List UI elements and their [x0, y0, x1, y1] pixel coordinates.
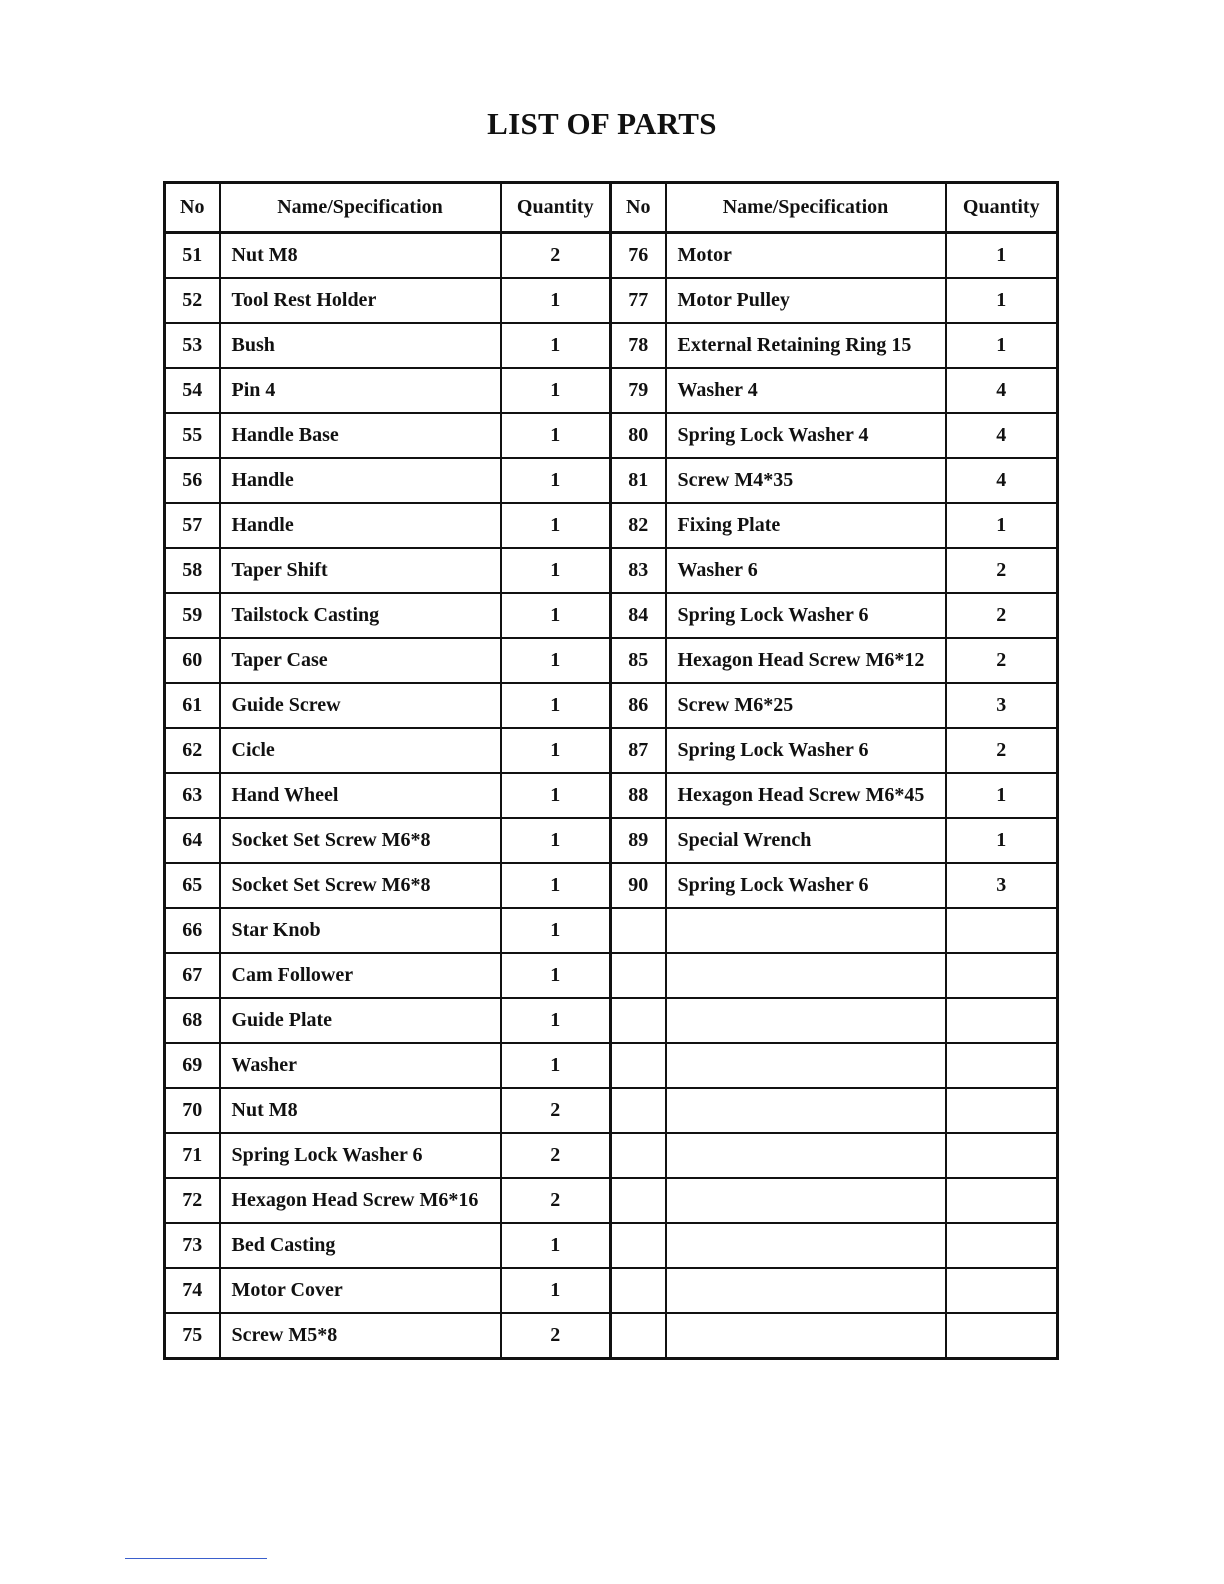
- part-quantity: [946, 1043, 1058, 1088]
- part-quantity: 1: [946, 818, 1058, 863]
- part-name: Motor Cover: [220, 1268, 501, 1313]
- part-quantity: [946, 998, 1058, 1043]
- part-name: Hand Wheel: [220, 773, 501, 818]
- part-quantity: 1: [946, 503, 1058, 548]
- part-quantity: 1: [501, 548, 611, 593]
- part-no: 76: [611, 233, 666, 279]
- part-no: 83: [611, 548, 666, 593]
- part-quantity: [946, 1133, 1058, 1178]
- part-name: Special Wrench: [666, 818, 946, 863]
- part-no: 74: [165, 1268, 220, 1313]
- table-row: [165, 233, 1058, 279]
- part-name: Spring Lock Washer 6: [666, 863, 946, 908]
- parts-table: [163, 181, 1059, 1360]
- part-name: [666, 1088, 946, 1133]
- part-name: Pin 4: [220, 368, 501, 413]
- part-quantity: 1: [501, 278, 611, 323]
- part-quantity: [946, 953, 1058, 998]
- table-row: [165, 1223, 1058, 1268]
- part-quantity: 2: [501, 1178, 611, 1223]
- part-name: [666, 1223, 946, 1268]
- part-name: Hexagon Head Screw M6*12: [666, 638, 946, 683]
- part-no: 64: [165, 818, 220, 863]
- part-quantity: [946, 908, 1058, 953]
- part-no: 71: [165, 1133, 220, 1178]
- part-no: 53: [165, 323, 220, 368]
- table-row: [165, 1178, 1058, 1223]
- part-name: Motor: [666, 233, 946, 279]
- table-row: [165, 548, 1058, 593]
- part-quantity: 1: [501, 773, 611, 818]
- part-name: Guide Plate: [220, 998, 501, 1043]
- part-quantity: 1: [501, 503, 611, 548]
- part-name: Screw M4*35: [666, 458, 946, 503]
- part-no: 67: [165, 953, 220, 998]
- part-no: 63: [165, 773, 220, 818]
- table-row: [165, 413, 1058, 458]
- part-name: [666, 1268, 946, 1313]
- part-quantity: 1: [501, 728, 611, 773]
- part-name: [666, 1313, 946, 1359]
- part-no: 69: [165, 1043, 220, 1088]
- part-no: 84: [611, 593, 666, 638]
- part-quantity: 4: [946, 413, 1058, 458]
- part-name: Spring Lock Washer 6: [666, 728, 946, 773]
- part-quantity: 1: [501, 863, 611, 908]
- part-quantity: 2: [501, 1133, 611, 1178]
- part-name: Taper Shift: [220, 548, 501, 593]
- part-no: 52: [165, 278, 220, 323]
- table-row: [165, 1088, 1058, 1133]
- part-name: Washer 6: [666, 548, 946, 593]
- part-name: Cicle: [220, 728, 501, 773]
- part-name: Screw M6*25: [666, 683, 946, 728]
- table-row: [165, 818, 1058, 863]
- part-no: 72: [165, 1178, 220, 1223]
- table-row: [165, 593, 1058, 638]
- part-quantity: [946, 1088, 1058, 1133]
- part-name: Bed Casting: [220, 1223, 501, 1268]
- table-row: [165, 773, 1058, 818]
- part-no: 58: [165, 548, 220, 593]
- part-no: [611, 1043, 666, 1088]
- part-no: 87: [611, 728, 666, 773]
- part-name: Hexagon Head Screw M6*16: [220, 1178, 501, 1223]
- page-title: LIST OF PARTS: [487, 106, 717, 141]
- part-quantity: 1: [501, 1223, 611, 1268]
- header-row: [165, 183, 1058, 233]
- table-row: [165, 1268, 1058, 1313]
- part-no: 70: [165, 1088, 220, 1133]
- part-name: Handle: [220, 503, 501, 548]
- part-no: 62: [165, 728, 220, 773]
- part-quantity: [946, 1178, 1058, 1223]
- part-quantity: 4: [946, 368, 1058, 413]
- part-quantity: 1: [501, 413, 611, 458]
- table-row: [165, 323, 1058, 368]
- part-no: [611, 1313, 666, 1359]
- part-quantity: 2: [946, 593, 1058, 638]
- part-no: 66: [165, 908, 220, 953]
- part-quantity: 2: [501, 1313, 611, 1359]
- part-quantity: 2: [946, 728, 1058, 773]
- part-quantity: 3: [946, 683, 1058, 728]
- part-no: 88: [611, 773, 666, 818]
- part-no: [611, 998, 666, 1043]
- table-row: [165, 1133, 1058, 1178]
- table-row: [165, 278, 1058, 323]
- part-name: [666, 1178, 946, 1223]
- part-name: Handle Base: [220, 413, 501, 458]
- part-name: Taper Case: [220, 638, 501, 683]
- part-no: 55: [165, 413, 220, 458]
- part-no: 77: [611, 278, 666, 323]
- part-quantity: 1: [501, 1268, 611, 1313]
- header-quantity-right: Quantity: [946, 183, 1058, 233]
- part-quantity: [946, 1313, 1058, 1359]
- part-quantity: 1: [946, 323, 1058, 368]
- header-name-left: Name/Specification: [220, 183, 501, 233]
- header-name-right: Name/Specification: [666, 183, 946, 233]
- footer-rule: [125, 1558, 267, 1559]
- part-no: 80: [611, 413, 666, 458]
- part-quantity: 1: [946, 233, 1058, 279]
- part-quantity: 1: [501, 953, 611, 998]
- part-no: [611, 1178, 666, 1223]
- part-name: [666, 908, 946, 953]
- part-no: 73: [165, 1223, 220, 1268]
- header-no-right: No: [611, 183, 666, 233]
- part-no: 61: [165, 683, 220, 728]
- part-quantity: 1: [501, 323, 611, 368]
- part-quantity: 4: [946, 458, 1058, 503]
- table-row: [165, 638, 1058, 683]
- part-quantity: 1: [501, 593, 611, 638]
- part-no: [611, 908, 666, 953]
- part-no: 85: [611, 638, 666, 683]
- header-no-left: No: [165, 183, 220, 233]
- parts-body: [165, 233, 1058, 1359]
- part-name: Socket Set Screw M6*8: [220, 863, 501, 908]
- part-no: [611, 1268, 666, 1313]
- part-name: Handle: [220, 458, 501, 503]
- part-quantity: 1: [501, 818, 611, 863]
- part-name: [666, 1133, 946, 1178]
- part-name: Tailstock Casting: [220, 593, 501, 638]
- part-name: Washer 4: [666, 368, 946, 413]
- part-no: [611, 1088, 666, 1133]
- part-quantity: 2: [501, 1088, 611, 1133]
- table-row: [165, 683, 1058, 728]
- part-no: 59: [165, 593, 220, 638]
- part-no: [611, 1133, 666, 1178]
- part-name: Star Knob: [220, 908, 501, 953]
- part-name: [666, 998, 946, 1043]
- part-quantity: 3: [946, 863, 1058, 908]
- part-name: Washer: [220, 1043, 501, 1088]
- part-no: 65: [165, 863, 220, 908]
- table-row: [165, 503, 1058, 548]
- part-name: External Retaining Ring 15: [666, 323, 946, 368]
- part-no: 86: [611, 683, 666, 728]
- part-quantity: 1: [501, 683, 611, 728]
- part-no: 89: [611, 818, 666, 863]
- header-quantity-left: Quantity: [501, 183, 611, 233]
- part-name: Motor Pulley: [666, 278, 946, 323]
- part-no: 60: [165, 638, 220, 683]
- part-name: Tool Rest Holder: [220, 278, 501, 323]
- part-quantity: 1: [501, 998, 611, 1043]
- part-quantity: 2: [946, 638, 1058, 683]
- part-quantity: 1: [501, 1043, 611, 1088]
- part-no: 51: [165, 233, 220, 279]
- part-no: 90: [611, 863, 666, 908]
- table-row: [165, 1043, 1058, 1088]
- part-name: [666, 953, 946, 998]
- table-row: [165, 908, 1058, 953]
- part-name: Spring Lock Washer 4: [666, 413, 946, 458]
- part-no: 56: [165, 458, 220, 503]
- part-name: Fixing Plate: [666, 503, 946, 548]
- part-quantity: 2: [501, 233, 611, 279]
- table-row: [165, 458, 1058, 503]
- part-no: 79: [611, 368, 666, 413]
- part-name: Nut M8: [220, 1088, 501, 1133]
- part-quantity: 1: [946, 773, 1058, 818]
- part-quantity: 1: [501, 368, 611, 413]
- part-no: 57: [165, 503, 220, 548]
- part-name: Nut M8: [220, 233, 501, 279]
- table-row: [165, 863, 1058, 908]
- part-name: Screw M5*8: [220, 1313, 501, 1359]
- part-name: Bush: [220, 323, 501, 368]
- part-name: Cam Follower: [220, 953, 501, 998]
- part-name: Guide Screw: [220, 683, 501, 728]
- part-no: 81: [611, 458, 666, 503]
- part-name: Socket Set Screw M6*8: [220, 818, 501, 863]
- table-row: [165, 728, 1058, 773]
- table-row: [165, 1313, 1058, 1359]
- part-quantity: 2: [946, 548, 1058, 593]
- part-quantity: 1: [501, 458, 611, 503]
- part-no: 68: [165, 998, 220, 1043]
- part-no: 78: [611, 323, 666, 368]
- part-no: [611, 953, 666, 998]
- part-quantity: 1: [501, 638, 611, 683]
- part-no: 54: [165, 368, 220, 413]
- part-quantity: 1: [501, 908, 611, 953]
- part-no: 75: [165, 1313, 220, 1359]
- part-name: Spring Lock Washer 6: [220, 1133, 501, 1178]
- part-quantity: [946, 1223, 1058, 1268]
- table-row: [165, 998, 1058, 1043]
- table-row: [165, 953, 1058, 998]
- part-name: Spring Lock Washer 6: [666, 593, 946, 638]
- part-quantity: 1: [946, 278, 1058, 323]
- part-quantity: [946, 1268, 1058, 1313]
- part-no: 82: [611, 503, 666, 548]
- part-no: [611, 1223, 666, 1268]
- table-row: [165, 368, 1058, 413]
- part-name: [666, 1043, 946, 1088]
- part-name: Hexagon Head Screw M6*45: [666, 773, 946, 818]
